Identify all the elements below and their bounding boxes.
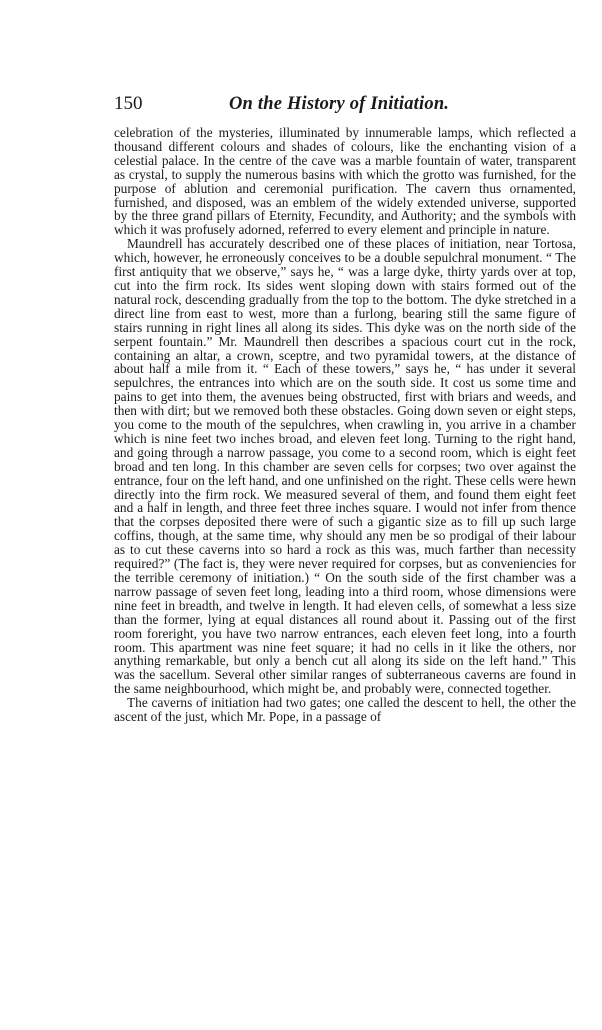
page-header <box>114 92 576 116</box>
body-text <box>114 126 576 724</box>
paragraph-caverns: The caverns of initiation had two gates; one called the descent to hell, the other the ascent of the just, which Mr. Pope, in a passage of <box>114 695 576 725</box>
paragraph-maundrell: Maundrell has accurately described one of these places of initiation, near Tortosa, which, however, he erroneously conceives to be a double sepulchral monument. “ The first antiquity that we observe,” says he, “ was a large dyke, thirty yards over at top, cut into the firm rock. Its sides went sloping down with stairs formed out of the natural rock, descending gradually from the top to the bottom. The dyke stretched in a direct line from east to west, more than a furlong, bearing still the same figure of stairs running in right lines all along its sides. This dyke was on the north side of the serpent fountain.” Mr. Maundrell then describes a spacious court cut in the rock, containing an altar, a crown, sceptre, and two pyramidal towers, at the distance of about half a mile from it. “ Each of these towers,” says he, “ has under it several sepulchres, the entrances into which are on the south side. It cost us some time and pains to get into them, the avenues being obstructed, first with briars and weeds, and then with dirt; but we removed both these obstacles. Going down seven or eight steps, you come to the mouth of the sepulchres, when crawling in, you arrive in a chamber which is nine feet two inches broad, and eleven feet long. Turning to the right hand, and going through a narrow passage, you come to a second room, which is eight feet broad and ten long. In this chamber are seven cells for corpses; two over against the entrance, four on the left hand, and one unfinished on the right. These cells were hewn directly into the firm rock. We measured several of them, and found them eight feet and a half in length, and three feet three inches square. I would not infer from thence that the corpses deposited there were of such a gigantic size as to fill up such large coffins, though, at the same time, why should any men be so prodigal of their labour as to cut these caverns into so hard a rock as this was, much farther than necessity required?” (The fact is, they were never required for corpses, but as conveniencies for the terrible ceremony of initiation.) “ On the south side of the first chamber was a narrow passage of seven feet long, leading into a third room, whose dimensions were nine feet in breadth, and twelve in length. It had eleven cells, of somewhat a less size than the former, lying at equal distances all round about it. Passing out of the first room foreright, you have two narrow entrances, each eleven feet long, into a fourth room. This apartment was nine feet square; it had no cells in it like the others, nor anything remarkable, but only a bench cut all along its side on the left hand.” This was the sacellum. Several other similar ranges of subterraneous caverns are found in the same neighbourhood, which might be, and probably were, connected together. <box>114 236 576 697</box>
running-title: On the History of Initiation. <box>229 94 450 114</box>
paragraph-continuation: celebration of the mysteries, illuminated by innumerable lamps, which reflected a thousand different colours and shades of colours, like the enchanting vision of a celestial palace. In the centre of the cave was a marble fountain of water, transparent as crystal, to supply the numerous basins with which the grotto was furnished, for the purpose of ablution and ceremonial purification. The cavern thus ornamented, furnished, and disposed, was an emblem of the widely extended universe, supported by the three grand pillars of Eternity, Fecundity, and Authority; and the symbols with which it was profusely adorned, referred to every element and principle in nature. <box>114 125 576 238</box>
page-number: 150 <box>114 93 143 114</box>
